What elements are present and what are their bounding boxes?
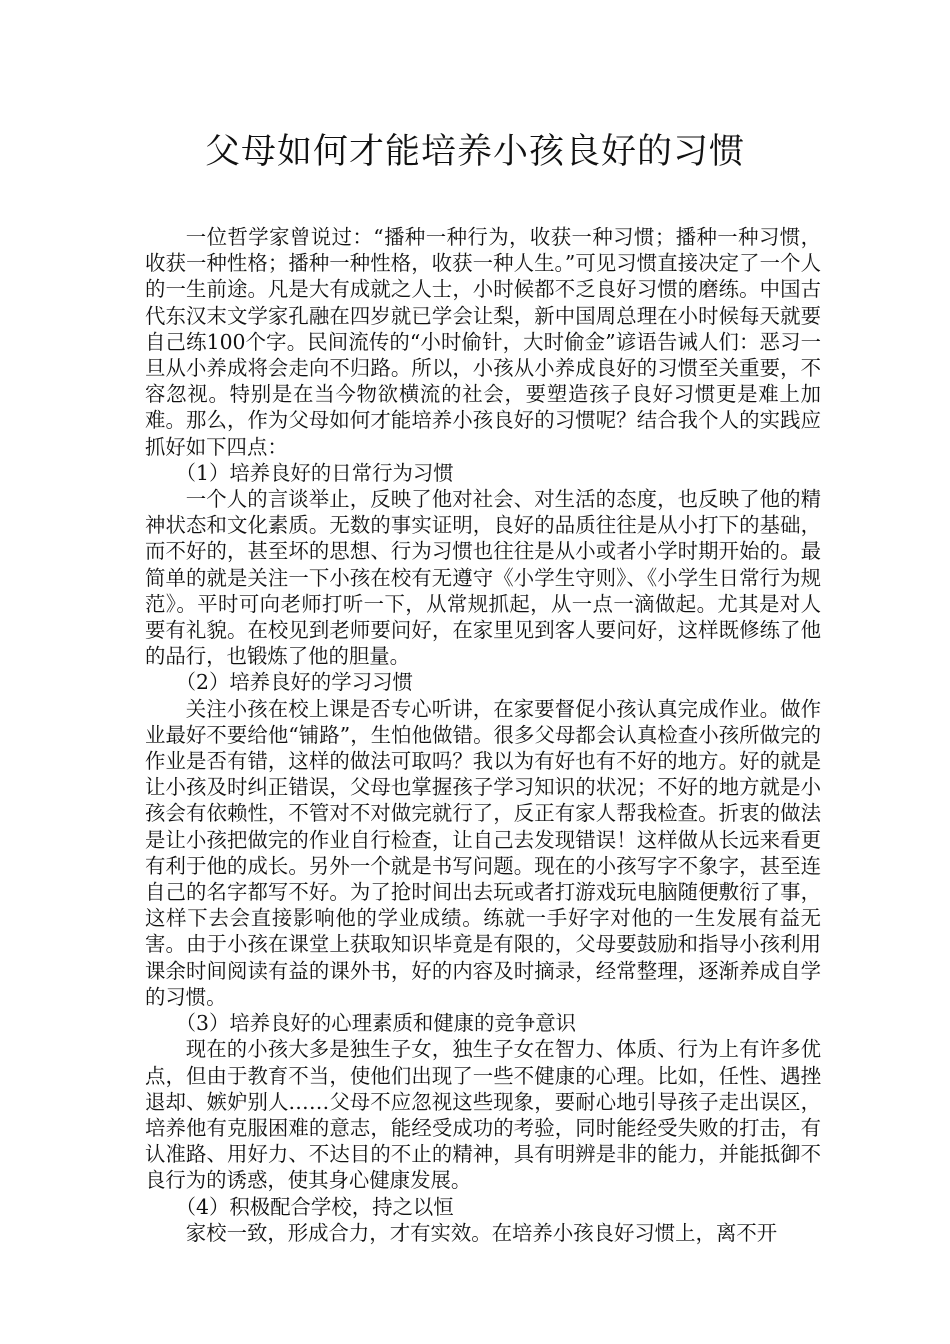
section-heading-2: （2）培养良好的学习习惯 <box>175 670 413 695</box>
paragraph-intro: 一位哲学家曾说过：“播种一种行为，收获一种习惯；播种一种习惯，收获一种性格；播种一种性格，收获一种人生。”可见习惯直接决定了一个人的一生前途。凡是大有成就之人士，小时候都不乏良好习惯的磨练。中国古代东汉末文学家孔融在四岁就已学会让梨，新中国周总理在小时候每天就要自己练100个字。民间流传的“小时偷针，大时偷金”谚语告诫人们：恶习一旦从小养成将会走向不归路。所以，小孩从小养成良好的习惯至关重要，不容忽视。特别是在当今物欲横流的社会，要塑造孩子良好习惯更是难上加难。那么，作为父母如何才能培养小孩良好的习惯呢？结合我个人的实践应抓好如下四点： <box>145 225 821 459</box>
section-heading-4: （4）积极配合学校，持之以恒 <box>175 1194 454 1219</box>
paragraph-section-2: 关注小孩在校上课是否专心听讲，在家要督促小孩认真完成作业。做作业最好不要给他“铺路”，生怕他做错。很多父母都会认真检查小孩所做完的作业是否有错，这样的做法可取吗？我以为有好也有不好的地方。好的就是让小孩及时纠正错误，父母也掌握孩子学习知识的状况；不好的地方就是小孩会有依赖性，不管对不对做完就行了，反正有家人帮我检查。折衷的做法是让小孩把做完的作业自行检查，让自己去发现错误！这样做从长远来看更有利于他的成长。另外一个就是书写问题。现在的小孩写字不象字，甚至连自己的名字都写不好。为了抢时间出去玩或者打游戏玩电脑随便敷衍了事，这样下去会直接影响他的学业成绩。练就一手好字对他的一生发展有益无害。由于小孩在课堂上获取知识毕竟是有限的，父母要鼓励和指导小孩利用课余时间阅读有益的课外书，好的内容及时摘录，经常整理，逐渐养成自学的习惯。 <box>145 696 821 1009</box>
paragraph-section-3: 现在的小孩大多是独生子女，独生子女在智力、体质、行为上有许多优点，但由于教育不当，使他们出现了一些不健康的心理。比如，任性、遇挫退却、嫉妒别人……父母不应忽视这些现象，要耐心地引导孩子走出误区，培养他有克服困难的意志，能经受成功的考验，同时能经受失败的打击，有认准路、用好力、不达目的不止的精神，具有明辨是非的能力，并能抵御不良行为的诱惑，使其身心健康发展。 <box>145 1037 821 1193</box>
section-heading-3: （3）培养良好的心理素质和健康的竞争意识 <box>175 1011 576 1036</box>
paragraph-section-4: 家校一致，形成合力，才有实效。在培养小孩良好习惯上，离不开 <box>185 1220 778 1245</box>
document-body <box>145 224 821 1246</box>
document-title: 父母如何才能培养小孩良好的习惯 <box>204 132 745 172</box>
paragraph-section-1: 一个人的言谈举止，反映了他对社会、对生活的态度，也反映了他的精神状态和文化素质。无数的事实证明，良好的品质往往是从小打下的基础，而不好的，甚至坏的思想、行为习惯也往往是从小或者小学时期开始的。最简单的就是关注一下小孩在校有无遵守《小学生守则》、《小学生日常行为规范》。平时可向老师打听一下，从常规抓起，从一点一滴做起。尤其是对人要有礼貌。在校见到老师要问好，在家里见到客人要问好，这样既修练了他的品行，也锻炼了他的胆量。 <box>145 487 821 669</box>
section-heading-1: （1）培养良好的日常行为习惯 <box>175 460 454 485</box>
